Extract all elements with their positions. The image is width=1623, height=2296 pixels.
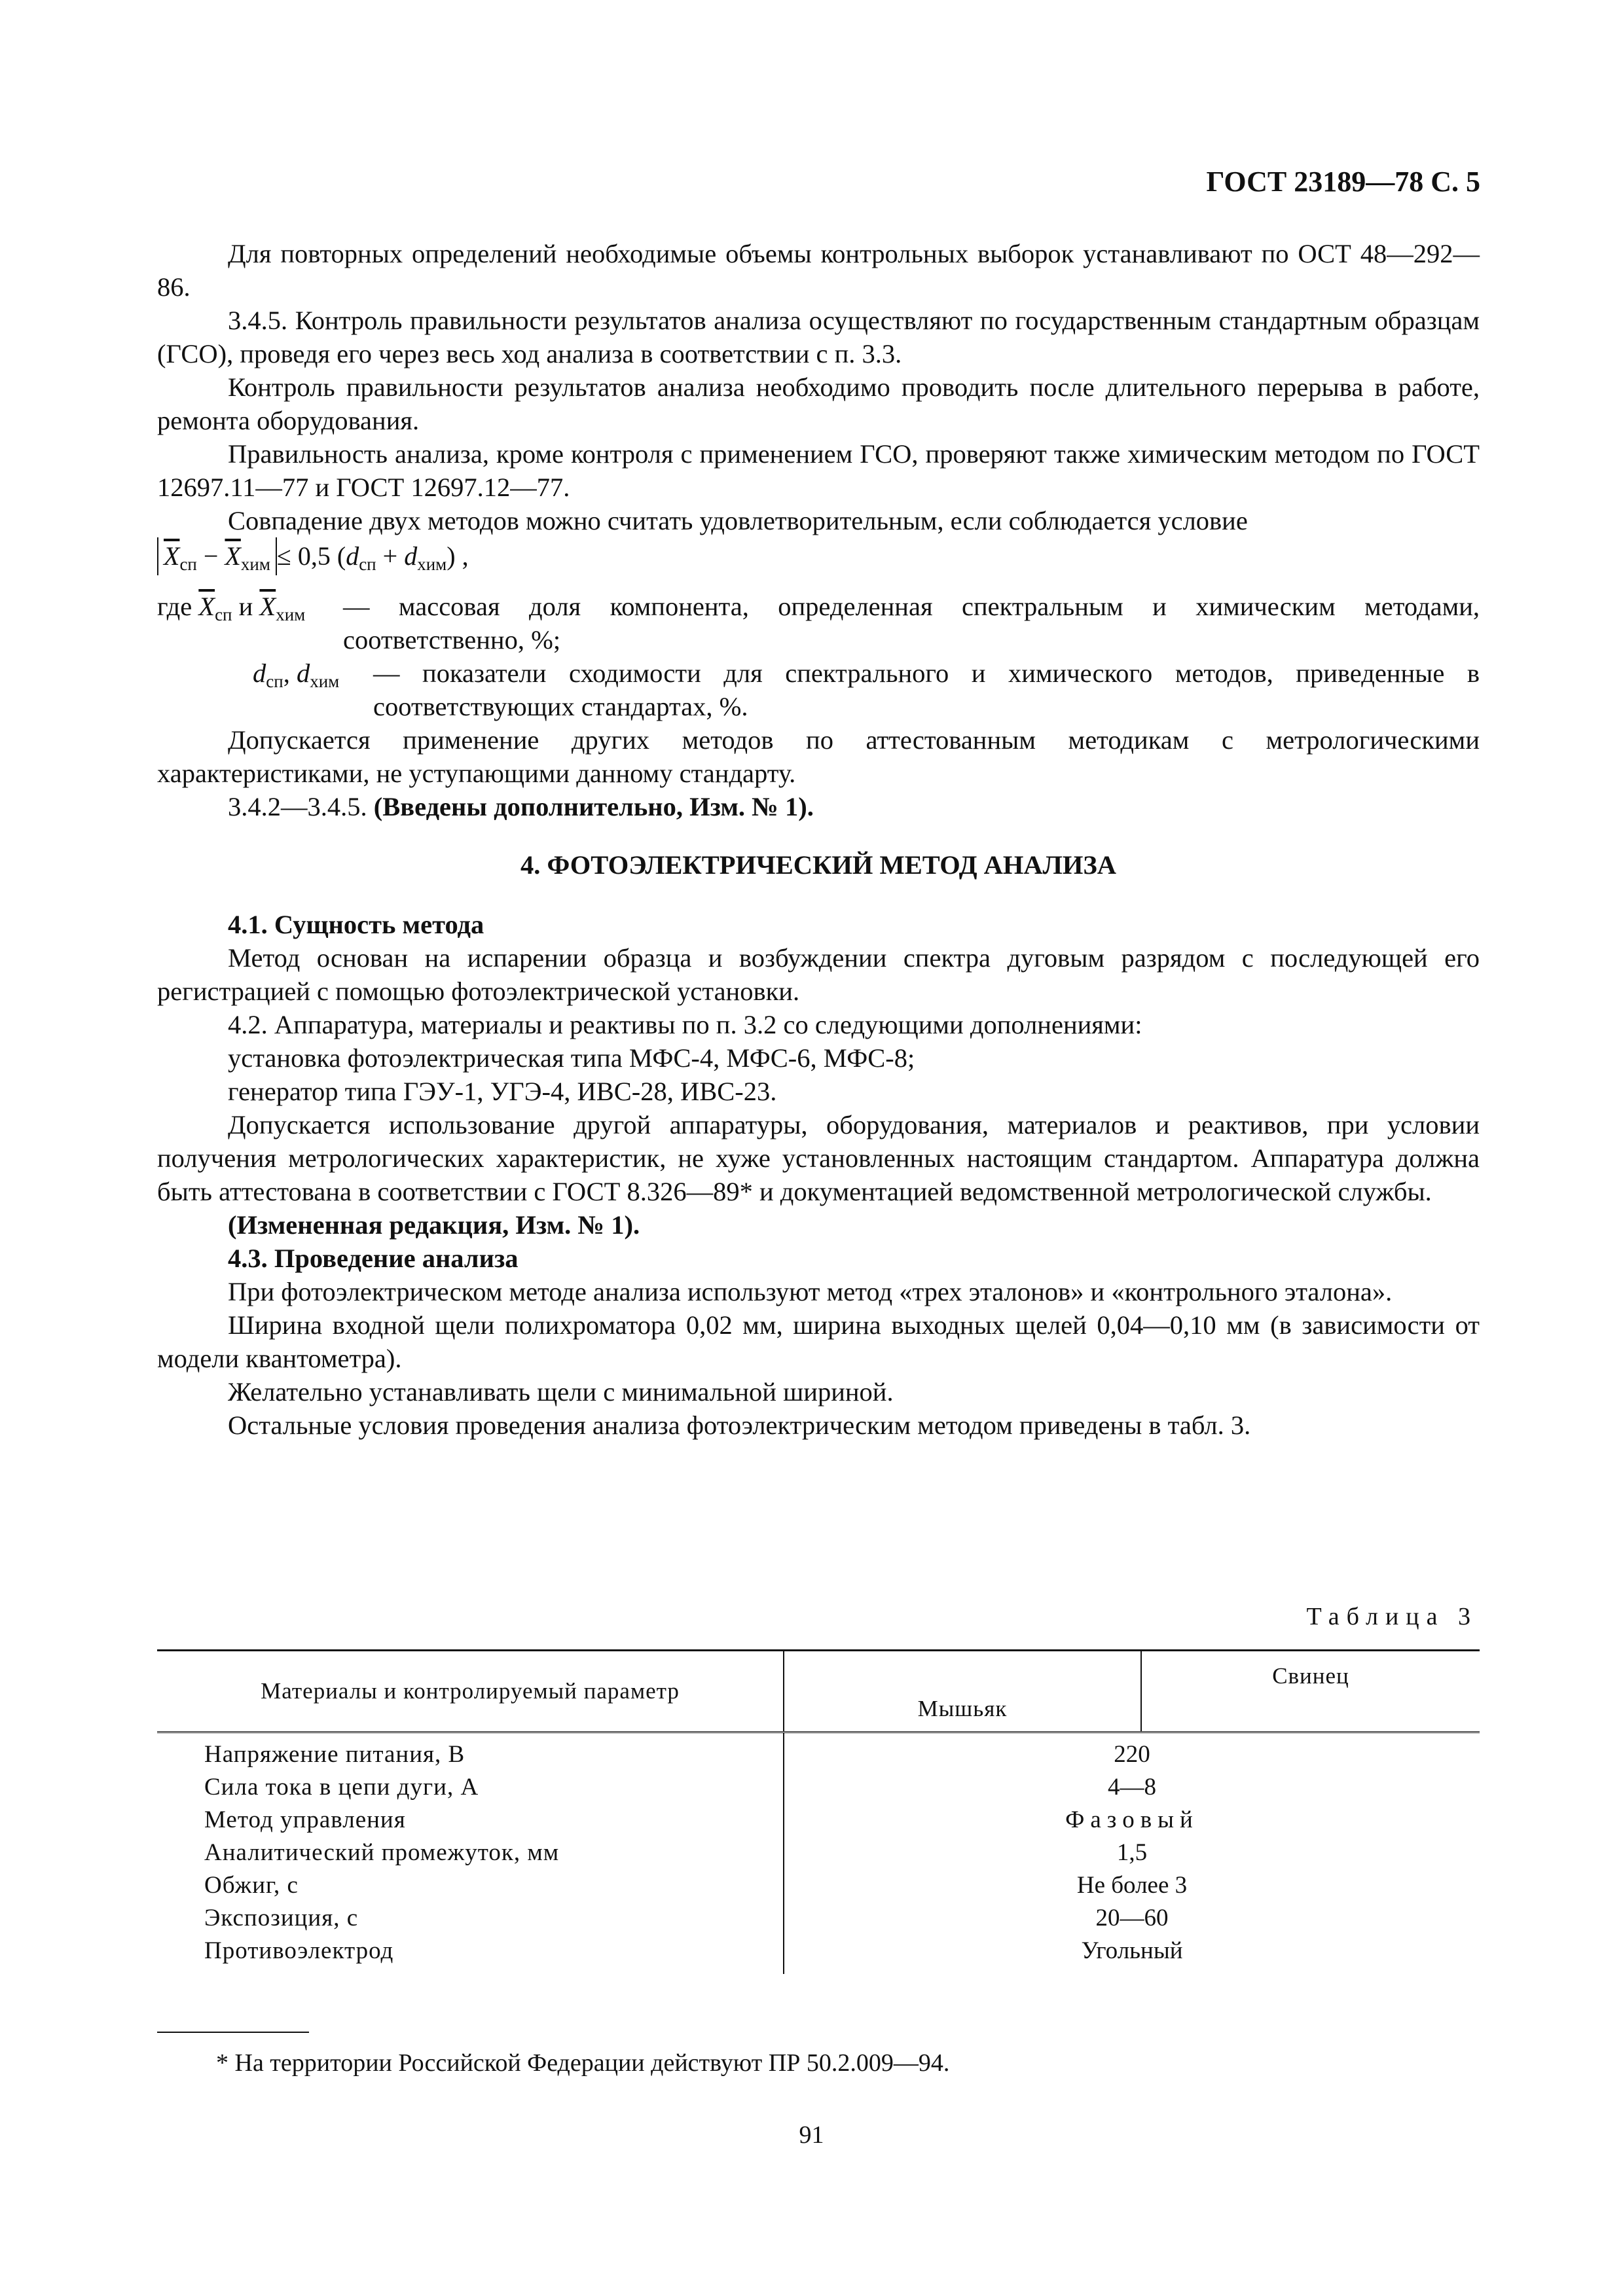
- table-cell-param: Экспозиция, с: [157, 1902, 784, 1935]
- table-cell-value: Фазовый: [1065, 1806, 1199, 1833]
- table-cell-value: Угольный: [1081, 1937, 1183, 1964]
- paragraph: Совпадение двух методов можно считать удовлетворительным, если соблюдается условие: [228, 506, 1248, 535]
- table-cell-param: Обжиг, с: [157, 1869, 784, 1902]
- legend-term: [157, 590, 305, 632]
- paragraph: При фотоэлектрическом методе анализа используют метод «трех эталонов» и «контрольного эталона».: [228, 1277, 1393, 1306]
- legend-lead: где: [157, 592, 199, 621]
- subsection-heading: 4.1. Сущность метода: [228, 910, 484, 939]
- document-body: [157, 237, 1480, 1442]
- page-header: ГОСТ 23189—78 С. 5: [1206, 166, 1480, 198]
- formula-sub: сп: [179, 554, 197, 574]
- legend-sub: хим: [310, 672, 340, 691]
- subsection-heading: 4.3. Проведение анализа: [228, 1244, 519, 1273]
- formula-operator: ≤ 0,5 (: [276, 541, 346, 571]
- paragraph: Контроль правильности результатов анализа необходимо проводить после длительного перерыва в работе, ремонта оборудования.: [157, 372, 1480, 435]
- paragraph: Допускается использование другой аппаратуры, оборудования, материалов и реактивов, при условии получения метрологических характеристик, не хуже установленных настоящим стандартом. Аппаратура должна быть аттестована в соответствии с ГОСТ 8.326—89* и документацией ведомственной метрологической службы.: [157, 1110, 1480, 1206]
- condition-formula: [157, 537, 1480, 581]
- table-cell-value: 4—8: [1108, 1774, 1156, 1801]
- amendment-note: [157, 790, 1480, 823]
- formula-x-him: $\overline{X}$: [225, 541, 241, 571]
- legend-d-sp: d: [253, 658, 266, 688]
- legend-row: [157, 590, 1480, 656]
- table-row: [157, 1804, 1480, 1837]
- table-cell-param: Напряжение питания, В: [157, 1732, 784, 1772]
- table-cell-value: Не более 3: [1076, 1872, 1188, 1899]
- legend-and: и: [232, 592, 260, 621]
- table-caption: Таблица 3: [1306, 1603, 1478, 1630]
- page-number: 91: [799, 2121, 824, 2149]
- table-row: [157, 1869, 1480, 1902]
- table-row: [157, 1771, 1480, 1804]
- paragraph: Допускается применение других методов по аттестованным методикам с метрологическими характеристиками, не уступающими данному стандарту.: [157, 725, 1480, 788]
- formula-sub: сп: [359, 554, 376, 574]
- legend-description: — показатели сходимости для спектрального и химического методов, приведенные в соответствующих стандартах, %.: [373, 658, 1480, 721]
- amendment-prefix: 3.4.2—3.4.5.: [228, 792, 374, 821]
- legend-sub: сп: [215, 605, 232, 624]
- legend-description: — массовая доля компонента, определенная спектральным и химическим методами, соответственно, %;: [343, 592, 1480, 655]
- paragraph: установка фотоэлектрическая типа МФС-4, МФС-6, МФС-8;: [228, 1043, 915, 1073]
- table-header-arsenic: Мышьяк: [784, 1651, 1141, 1732]
- formula-x-sp: $\overline{X}$: [164, 541, 180, 571]
- amendment-note: (Измененная редакция, Изм. № 1).: [228, 1210, 640, 1240]
- table-row: [157, 1902, 1480, 1935]
- footnote-divider: [157, 2032, 309, 2033]
- table-row: [157, 1732, 1480, 1772]
- legend-row: [157, 656, 1480, 723]
- table-cell-param: Аналитический промежуток, мм: [157, 1837, 784, 1869]
- formula-absolute-value: [157, 537, 277, 575]
- table-header-lead: Свинец: [1141, 1651, 1480, 1732]
- amendment-bold: (Введены дополнительно, Изм. № 1).: [373, 792, 814, 821]
- legend-sub: сп: [266, 672, 283, 691]
- formula-sub: хим: [240, 554, 270, 574]
- formula-d-sp: d: [346, 541, 359, 571]
- paragraph: Остальные условия проведения анализа фотоэлектрическим методом приведены в табл. 3.: [228, 1410, 1251, 1440]
- table-header-param: Материалы и контролируемый параметр: [157, 1651, 784, 1732]
- conditions-table: [157, 1649, 1480, 1974]
- table-cell-param: Метод управления: [157, 1804, 784, 1837]
- legend-x-him: $\overline{X}$: [259, 592, 276, 621]
- legend-sub: хим: [276, 605, 306, 624]
- section-heading: 4. ФОТОЭЛЕКТРИЧЕСКИЙ МЕТОД АНАЛИЗА: [520, 850, 1116, 880]
- paragraph: Ширина входной щели полихроматора 0,02 мм, ширина выходных щелей 0,04—0,10 мм (в зависимости от модели квантометра).: [157, 1310, 1480, 1373]
- paragraph: 3.4.5. Контроль правильности результатов анализа осуществляют по государственным стандартным образцам (ГСО), проведя его через весь ход анализа в соответствии с п. 3.3.: [157, 306, 1480, 368]
- paragraph: Правильность анализа, кроме контроля с применением ГСО, проверяют также химическим методом по ГОСТ 12697.11—77 и ГОСТ 12697.12—77.: [157, 439, 1480, 502]
- paragraph: 4.2. Аппаратура, материалы и реактивы по п. 3.2 со следующими дополнениями:: [228, 1010, 1142, 1039]
- formula-rhs: [277, 537, 469, 583]
- table-cell-value: 220: [1114, 1741, 1150, 1768]
- table-cell-value: 1,5: [1116, 1839, 1148, 1866]
- table-header-row: [157, 1651, 1480, 1732]
- legend-comma: ,: [283, 658, 297, 688]
- table-cell-param: Противоэлектрод: [157, 1935, 784, 1974]
- paragraph: Желательно устанавливать щели с минимальной шириной.: [228, 1377, 894, 1407]
- table-row: [157, 1935, 1480, 1974]
- legend-d-him: d: [296, 658, 310, 688]
- formula-d-him: d: [404, 541, 418, 571]
- formula-operator: +: [376, 541, 405, 571]
- formula-sub: хим: [417, 554, 447, 574]
- table-cell-value: 20—60: [1095, 1905, 1169, 1931]
- legend-x-sp: $\overline{X}$: [198, 592, 215, 621]
- formula-operator: −: [196, 541, 225, 571]
- legend-term: [253, 656, 339, 698]
- footnote: * На территории Российской Федерации действуют ПР 50.2.009—94.: [216, 2049, 950, 2077]
- paragraph: генератор типа ГЭУ-1, УГЭ-4, ИВС-28, ИВС-23.: [228, 1077, 777, 1106]
- table-row: [157, 1837, 1480, 1869]
- table-cell-param: Сила тока в цепи дуги, А: [157, 1771, 784, 1804]
- formula-operator: ) ,: [447, 541, 469, 571]
- formula-legend: [157, 590, 1480, 723]
- paragraph: Для повторных определений необходимые объемы контрольных выборок устанавливают по ОСТ 48—292—86.: [157, 239, 1480, 302]
- paragraph: Метод основан на испарении образца и возбуждении спектра дуговым разрядом с последующей его регистрацией с помощью фотоэлектрической установки.: [157, 943, 1480, 1006]
